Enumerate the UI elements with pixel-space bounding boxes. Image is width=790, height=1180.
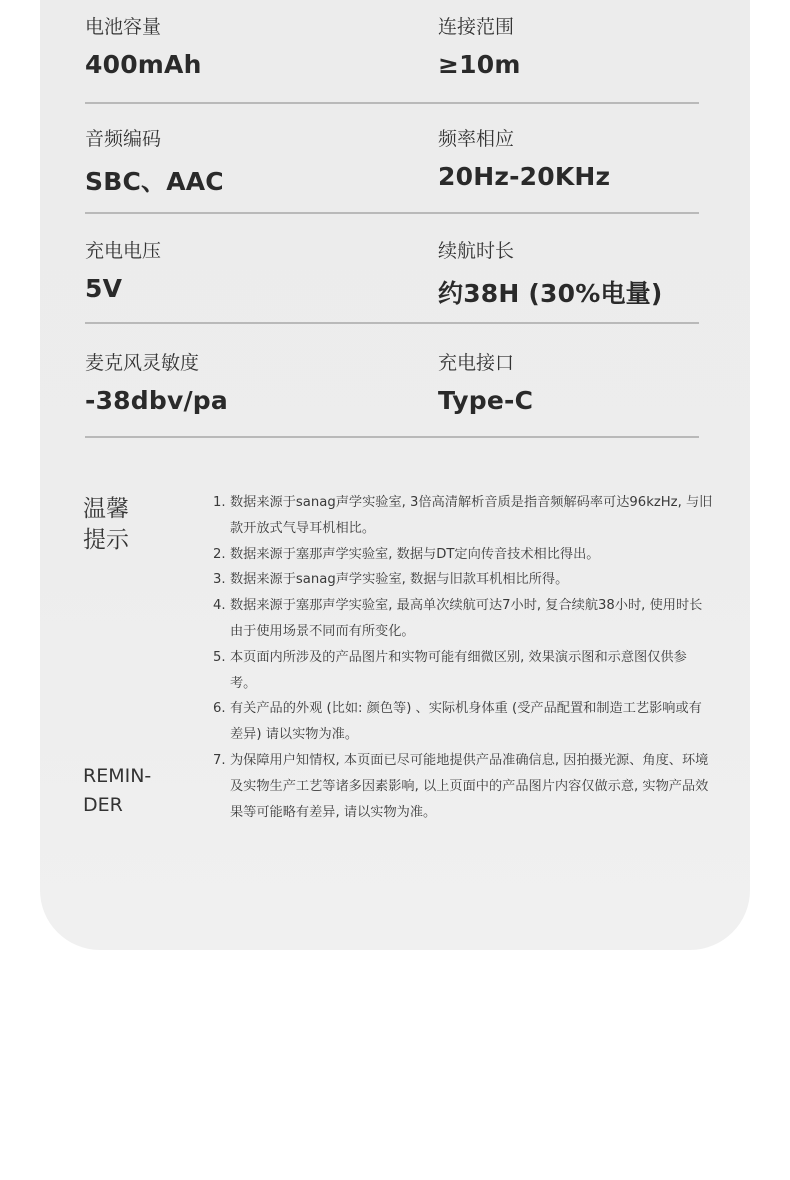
spec-label: 充电电压 xyxy=(85,240,162,262)
reminder-english-title xyxy=(83,762,173,820)
spec-label: 音频编码 xyxy=(85,128,162,150)
reminder-notes-list xyxy=(213,490,713,825)
spec-label: 麦克风灵敏度 xyxy=(85,352,200,374)
reminder-en-line: DER xyxy=(83,794,123,816)
spec-label: 充电接口 xyxy=(438,352,515,374)
spec-row xyxy=(85,0,699,104)
spec-label: 连接范围 xyxy=(438,16,515,38)
list-item xyxy=(213,490,713,542)
spec-row xyxy=(85,226,699,324)
note-number: 7. xyxy=(213,752,226,768)
spec-value: Type-C xyxy=(438,386,534,415)
spec-value: ≥10m xyxy=(438,50,521,79)
list-item xyxy=(213,645,713,697)
spec-value: 20Hz-20KHz xyxy=(438,162,611,191)
reminder-title xyxy=(83,494,143,556)
note-text: 为保障用户知情权, 本页面已尽可能地提供产品准确信息, 因拍摄光源、角度、环境及实物生产工艺等诸多因素影响, 以上页面中的产品图片内容仅做示意, 实物产品效果等可能略有差异, 请以实物为准。 xyxy=(230,752,709,820)
spec-label: 频率相应 xyxy=(438,128,515,150)
note-number: 3. xyxy=(213,572,226,588)
note-text: 数据来源于塞那声学实验室, 数据与DT定向传音技术相比得出。 xyxy=(230,546,600,562)
spec-value: 约38H (30%电量) xyxy=(438,279,663,308)
spec-row xyxy=(85,338,699,438)
note-text: 数据来源于塞那声学实验室, 最高单次续航可达7小时, 复合续航38小时, 使用时长由于使用场景不同而有所变化。 xyxy=(230,598,703,639)
reminder-title-line: 提示 xyxy=(83,527,129,553)
list-item xyxy=(213,696,713,748)
reminder-en-line: REMIN- xyxy=(83,765,152,787)
note-number: 4. xyxy=(213,598,226,614)
list-item xyxy=(213,748,713,825)
spec-value: 5V xyxy=(85,274,123,303)
spec-label: 电池容量 xyxy=(85,16,162,38)
list-item xyxy=(213,542,713,568)
spec-value: SBC、AAC xyxy=(85,167,224,196)
list-item xyxy=(213,567,713,593)
spec-value: -38dbv/pa xyxy=(85,386,228,415)
note-number: 5. xyxy=(213,649,226,665)
reminder-title-line: 温馨 xyxy=(83,496,129,522)
spec-value: 400mAh xyxy=(85,50,202,79)
spec-label: 续航时长 xyxy=(438,240,515,262)
note-number: 2. xyxy=(213,546,226,562)
note-text: 数据来源于sanag声学实验室, 数据与旧款耳机相比所得。 xyxy=(230,572,569,588)
spec-row xyxy=(85,114,699,214)
note-text: 数据来源于sanag声学实验室, 3倍高清解析音质是指音频解码率可达96kzHz, 与旧款开放式气导耳机相比。 xyxy=(230,495,713,536)
note-text: 有关产品的外观 (比如: 颜色等) 、实际机身体重 (受产品配置和制造工艺影响或有差异) 请以实物为准。 xyxy=(230,701,702,743)
note-number: 1. xyxy=(213,495,226,510)
note-text: 本页面内所涉及的产品图片和实物可能有细微区别, 效果演示图和示意图仅供参考。 xyxy=(230,649,687,691)
list-item xyxy=(213,593,713,645)
note-number: 6. xyxy=(213,701,226,717)
